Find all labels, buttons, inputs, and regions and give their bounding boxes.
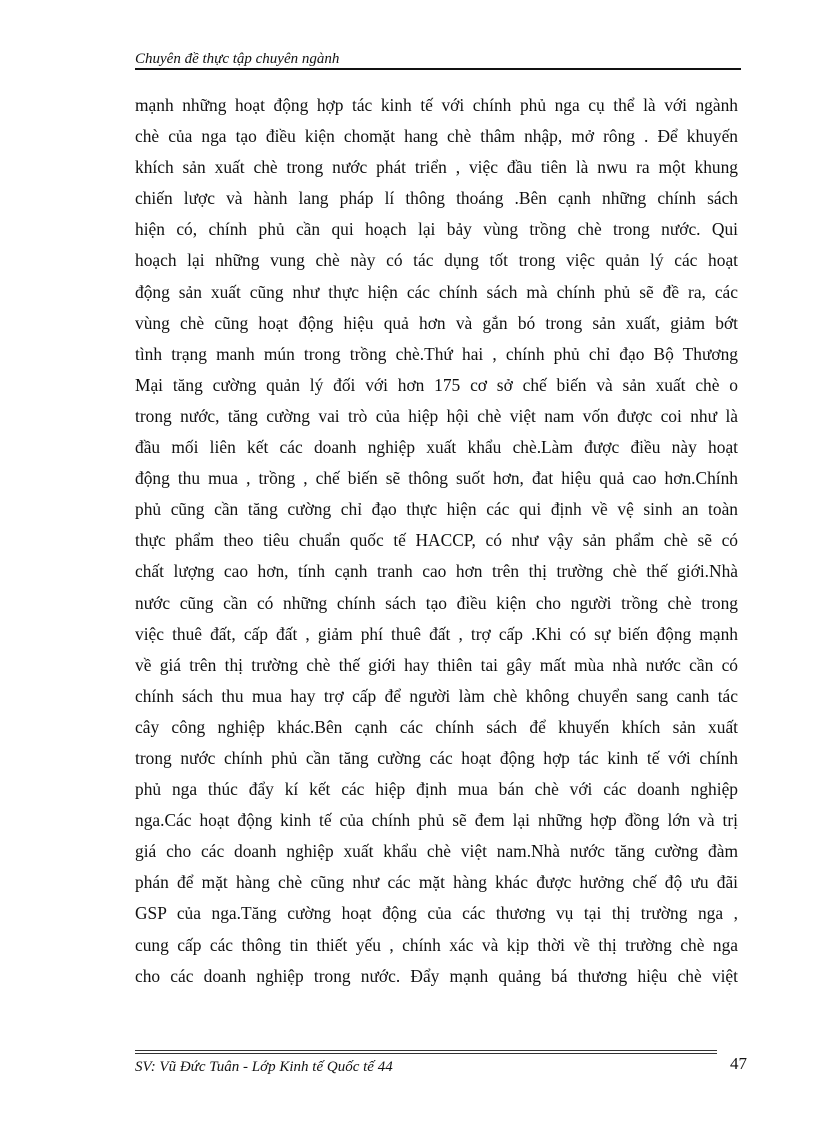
body-line: tình trạng manh mún trong trồng chè.Thứ hai , chính phủ chỉ đạo Bộ Thương (135, 343, 738, 364)
body-line: hoạch lại những vung chè này có tác dụng tốt trong việc quản lý các hoạt (135, 250, 738, 271)
body-line: trong nước, tăng cường vai trò của hiệp hội chè việt nam vốn được coi như là (135, 405, 738, 426)
footer-author: SV: Vũ Đức Tuân - Lớp Kinh tế Quốc tế 44 (135, 1059, 393, 1075)
body-line: cung cấp các thông tin thiết yếu , chính xác và kịp thời về thị trường chè nga (135, 934, 738, 955)
body-line: chất lượng cao hơn, tính cạnh tranh cao hơn trên thị trường chè thế giới.Nhà (135, 561, 738, 582)
body-line: về giá trên thị trường chè thế giới hay thiên tai gây mất mùa nhà nước cần có (135, 654, 738, 675)
body-line: trong nước chính phủ cần tăng cường các hoạt động hợp tác kinh tế với chính (135, 747, 738, 768)
body-line: đầu mối liên kết các doanh nghiệp xuất khẩu chè.Làm được điều này hoạt (135, 437, 738, 458)
body-line: phủ nga thúc đẩy kí kết các hiệp định mua bán chè với các doanh nghiệp (135, 779, 738, 800)
body-line: phán để mặt hàng chè cũng như các mặt hàng khác được hưởng chế độ ưu đãi (135, 872, 738, 893)
body-line: khích sản xuất chè trong nước phát triển , việc đầu tiên là nwu ra một khung (135, 157, 738, 178)
body-line: giá cho các doanh nghiệp xuất khẩu chè việt nam.Nhà nước tăng cường đàm (135, 841, 738, 862)
footer-rule-top (135, 1050, 717, 1051)
body-line: Mại tăng cường quản lý đối với hơn 175 cơ sở chế biến và sản xuất chè o (135, 374, 738, 395)
running-header: Chuyên đề thực tập chuyên ngành (135, 51, 340, 67)
body-line: phủ cũng cần tăng cường chỉ đạo thực hiện các qui định về vệ sinh an toàn (135, 499, 738, 520)
body-line: chè của nga tạo điều kiện chomặt hang chè thâm nhập, mở rông . Để khuyến (135, 126, 738, 147)
body-line: GSP của nga.Tăng cường hoạt động của các thương vụ tại thị trường nga , (135, 903, 738, 924)
body-line: mạnh những hoạt động hợp tác kinh tế với chính phủ nga cụ thể là với ngành (135, 95, 738, 115)
header-rule (135, 68, 741, 70)
body-line: nước cũng cần có những chính sách tạo điều kiện cho người trồng chè trong (135, 592, 738, 613)
page-number: 47 (730, 1054, 747, 1073)
body-line: động thu mua , trồng , chế biến sẽ thông suốt hơn, đat hiệu quả cao hơn.Chính (135, 468, 738, 489)
body-line: chính sách thu mua hay trợ cấp để người làm chè không chuyển sang canh tác (135, 685, 738, 706)
body-line: việc thuê đất, cấp đất , giảm phí thuê đất , trợ cấp .Khi có sự biến động mạnh (135, 623, 738, 644)
body-line: cây công nghiệp khác.Bên cạnh các chính sách để khuyến khích sản xuất (135, 716, 738, 737)
body-line: chiến lược và hành lang pháp lí thông thoáng .Bên cạnh những chính sách (135, 188, 738, 209)
body-text (135, 90, 738, 1030)
body-line: cho các doanh nghiệp trong nước. Đẩy mạnh quảng bá thương hiệu chè việt (135, 965, 738, 986)
body-line: động sản xuất cũng như thực hiện các chính sách mà chính phủ sẽ đề ra, các (135, 281, 738, 302)
body-line: nga.Các hoạt động kinh tế của chính phủ sẽ đem lại những hợp đồng lớn và trị (135, 810, 738, 831)
footer-rule-bottom (135, 1053, 717, 1054)
body-line: hiện có, chính phủ cần qui hoạch lại bảy vùng trồng chè trong nước. Qui (135, 219, 738, 240)
body-line: thực phẩm theo tiêu chuẩn quốc tế HACCP, có như vậy sản phẩm chè sẽ có (135, 530, 738, 551)
body-line: vùng chè cũng hoạt động hiệu quả hơn và gắn bó trong sản xuất, giảm bớt (135, 312, 738, 333)
